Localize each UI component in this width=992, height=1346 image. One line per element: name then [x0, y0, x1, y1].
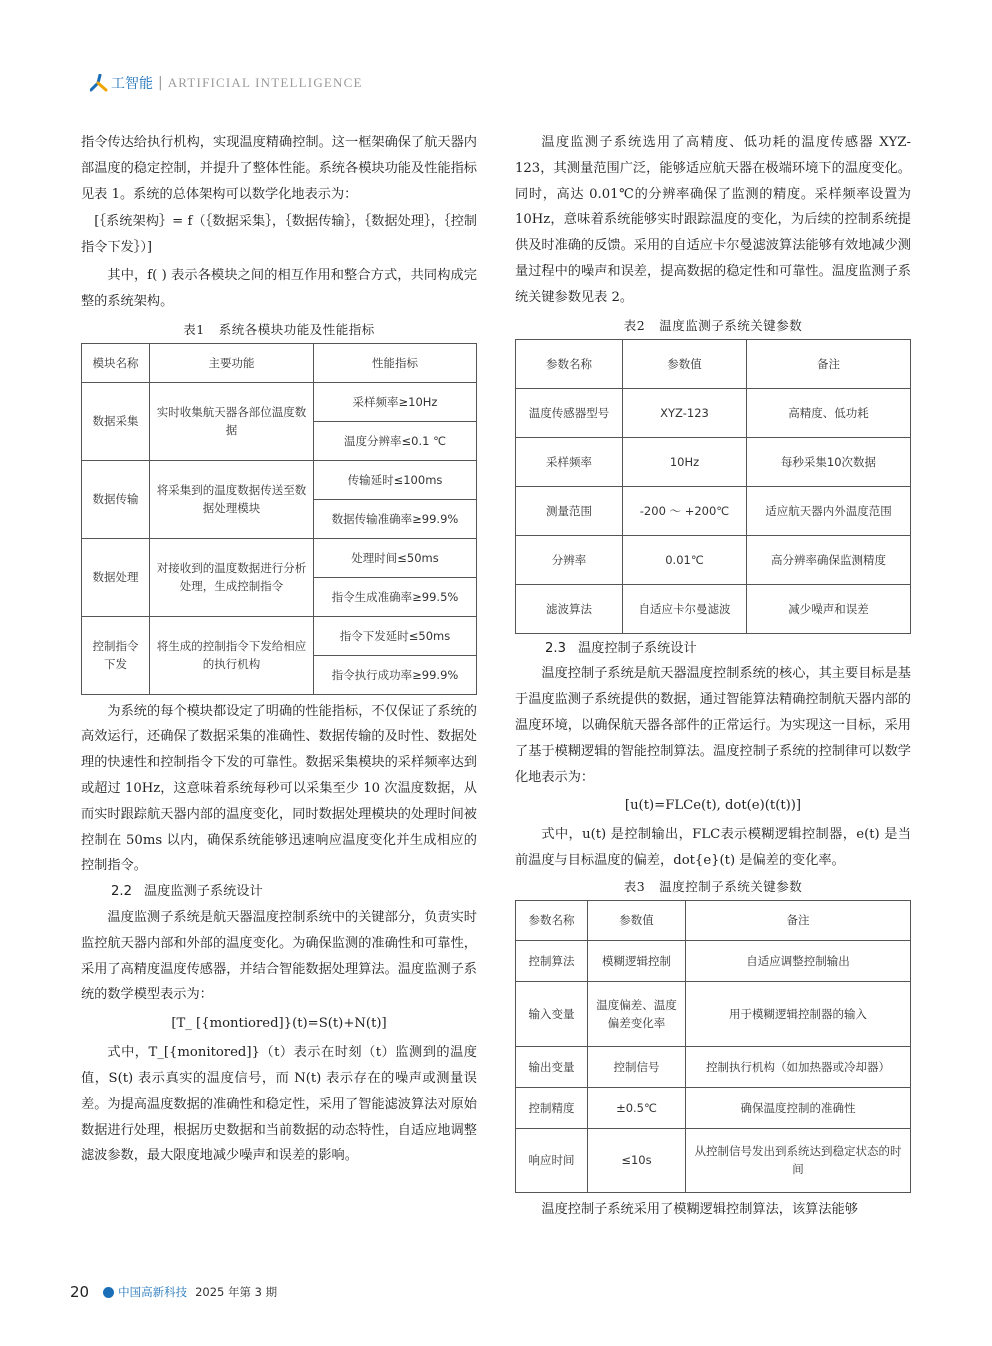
paragraph: 式中，T_[{monitored]}（t）表示在时刻（t）监测到的温度值，S(t) 表示真实的温度信号，而 N(t) 表示存在的噪声或测量误差。为提高温度数据的准确性和稳定性，采用了智能滤波算法对原始数据进行处理，根据历史数据和当前数据的动态特性，自适应地调整滤波参数，最大限度地减少噪声和误差的影响。: [81, 1045, 477, 1164]
paragraph: 温度控制子系统是航天器温度控制系统的核心，其主要目标是基于温度监测子系统提供的数据，通过智能算法精确控制航天器内部的温度环境，以确保航天器各部件的正常运行。为实现这一目标，采用了基于模糊逻辑的智能控制算法。温度控制子系统的控制律可以数学化地表示为：: [515, 666, 911, 785]
right-column: [515, 130, 911, 1223]
table-header-cell: 参数名称: [516, 339, 623, 388]
table-cell: 实时收集航天器各部位温度数据: [150, 382, 314, 460]
section-heading-2-2: [81, 879, 477, 905]
table-row: [516, 1128, 911, 1192]
table3-control-params: [515, 900, 911, 1193]
table-row: [516, 437, 911, 486]
table-row: [516, 584, 911, 633]
table-header-cell: 主要功能: [150, 343, 314, 382]
table-cell: 将生成的控制指令下发给相应的执行机构: [150, 616, 314, 694]
table-cell: 高精度、低功耗: [747, 388, 911, 437]
formula-architecture: [｛系统架构｝= f（｛数据采集｝，｛数据传输｝，｛数据处理｝，｛控制指令下发｝）]: [81, 214, 477, 256]
table-header-cell: 性能指标: [314, 343, 477, 382]
section-heading-2-3: [515, 636, 911, 662]
table-cell: 传输延时≤100ms: [314, 460, 477, 499]
table-cell: 数据采集: [82, 382, 150, 460]
table-cell: XYZ-123: [623, 388, 747, 437]
table-header-cell: 备注: [686, 900, 911, 940]
table-cell: 数据传输准确率≥99.9%: [314, 499, 477, 538]
table-cell: 从控制信号发出到系统达到稳定状态的时间: [686, 1128, 911, 1192]
table-header-row: [516, 339, 911, 388]
table-cell: 每秒采集10次数据: [747, 437, 911, 486]
paragraph: 指令传达给执行机构，实现温度精确控制。这一框架确保了航天器内部温度的稳定控制，并提升了整体性能。系统各模块功能及性能指标见表 1。系统的总体架构可以数学化地表示为：: [81, 135, 477, 202]
table-header-cell: 模块名称: [82, 343, 150, 382]
table3-caption: [515, 874, 911, 900]
table-header-cell: 备注: [747, 339, 911, 388]
table-row: [516, 1046, 911, 1087]
formula-monitored: [T_ [{montiored]}(t)=S(t)+N(t)]: [171, 1016, 387, 1032]
issue-label: 2025 年第 3 期: [195, 1285, 278, 1299]
table-cell: 0.01℃: [623, 535, 747, 584]
table-cell: 温度传感器型号: [516, 388, 623, 437]
table3-caption-text: 温度控制子系统关键参数: [659, 878, 803, 894]
table-header-row: [82, 343, 477, 382]
table-cell: 响应时间: [516, 1128, 588, 1192]
table-cell: 处理时间≤50ms: [314, 538, 477, 577]
table-cell: 适应航天器内外温度范围: [747, 486, 911, 535]
table-cell: 将采集到的温度数据传送至数据处理模块: [150, 460, 314, 538]
table1-caption-number: 表1: [183, 321, 205, 337]
table-cell: 10Hz: [623, 437, 747, 486]
table-row: [516, 981, 911, 1046]
paragraph: 温度监测子系统是航天器温度控制系统中的关键部分，负责实时监控航天器内部和外部的温度变化。为确保监测的准确性和可靠性，采用了高精度温度传感器，并结合智能数据处理算法。温度监测子系统的数学模型表示为：: [81, 909, 477, 1003]
table-cell: 减少噪声和误差: [747, 584, 911, 633]
table-cell: 指令执行成功率≥99.9%: [314, 655, 477, 694]
section-number: 2.3: [545, 640, 566, 656]
page-number: 20: [70, 1283, 90, 1301]
table-cell: 滤波算法: [516, 584, 623, 633]
section-number: 2.2: [111, 884, 132, 900]
table-cell: 温度偏差、温度偏差变化率: [588, 981, 686, 1046]
table-cell: 控制指令下发: [82, 616, 150, 694]
table2-caption: [515, 313, 911, 339]
table-cell: 对接收到的温度数据进行分析处理，生成控制指令: [150, 538, 314, 616]
table-cell: 指令生成准确率≥99.5%: [314, 577, 477, 616]
table-header-cell: 参数名称: [516, 900, 588, 940]
table-row: [516, 535, 911, 584]
table-cell: 用于模糊逻辑控制器的输入: [686, 981, 911, 1046]
section-title-zh: 工智能: [111, 76, 153, 92]
table3-caption-number: 表3: [623, 878, 646, 894]
header-divider: |: [158, 75, 163, 91]
table-row: [516, 1087, 911, 1128]
table-cell: 指令下发延时≤50ms: [314, 616, 477, 655]
journal-logo-icon: [103, 1287, 114, 1298]
section-title: 温度控制子系统设计: [577, 640, 697, 656]
section-title-en: ARTIFICIAL INTELLIGENCE: [167, 75, 363, 90]
table-cell: 采样频率: [516, 437, 623, 486]
table-cell: 模糊逻辑控制: [588, 940, 686, 981]
table-cell: 采样频率≥10Hz: [314, 382, 477, 421]
table-cell: 控制信号: [588, 1046, 686, 1087]
paragraph: 温度控制子系统采用了模糊逻辑控制算法，该算法能够: [541, 1201, 858, 1217]
paragraph: 温度监测子系统选用了高精度、低功耗的温度传感器 XYZ-123，其测量范围广泛，能够适应航天器在极端环境下的温度变化。同时，高达 0.01℃的分辨率确保了监测的精度。采样频率设置为 10Hz，意味着系统能够实时跟踪温度的变化，为后续的控制系统提供及时准确的反馈。采用的自适应卡尔曼滤波算法能够有效地减少测量过程中的噪声和误差，提高数据的稳定性和可靠性。温度监测子系统关键参数见表 2。: [515, 135, 911, 305]
table-cell: 控制精度: [516, 1087, 588, 1128]
paragraph: 式中，u(t) 是控制输出，FLC表示模糊逻辑控制器，e(t) 是当前温度与目标温度的偏差，dot{e}(t) 是偏差的变化率。: [515, 827, 911, 869]
table-cell: 自适应调整控制输出: [686, 940, 911, 981]
table-cell: 自适应卡尔曼滤波: [623, 584, 747, 633]
table-row: [516, 486, 911, 535]
table-header-row: [516, 900, 911, 940]
table-cell: ±0.5℃: [588, 1087, 686, 1128]
table-cell: 测量范围: [516, 486, 623, 535]
table2-caption-number: 表2: [623, 317, 646, 333]
table2-caption-text: 温度监测子系统关键参数: [659, 317, 803, 333]
table1-module-metrics: [81, 343, 477, 695]
table-cell: -200 ～ +200℃: [623, 486, 747, 535]
table1-caption-text: 系统各模块功能及性能指标: [218, 321, 375, 337]
table-cell: 高分辨率确保监测精度: [747, 535, 911, 584]
table-cell: 输出变量: [516, 1046, 588, 1087]
page-footer: [70, 1281, 277, 1303]
formula-control-law: [u(t)=FLCe(t), dot(e)(t(t))]: [624, 798, 802, 814]
table-cell: ≤10s: [588, 1128, 686, 1192]
table-cell: 数据处理: [82, 538, 150, 616]
paragraph: 其中，f( ) 表示各模块之间的相互作用和整合方式，共同构成完整的系统架构。: [81, 267, 477, 309]
paragraph: 为系统的每个模块都设定了明确的性能指标，不仅保证了系统的高效运行，还确保了数据采集的准确性、数据传输的及时性、数据处理的快速性和控制指令下发的可靠性。数据采集模块的采样频率达到或超过 10Hz，这意味着系统每秒可以采集至少 10 次温度数据，从而实时跟踪航天器内部的温度变化，同时数据处理模块的处理时间被控制在 50ms 以内，确保系统能够迅速响应温度变化并生成相应的控制指令。: [81, 703, 477, 874]
table-cell: 数据传输: [82, 460, 150, 538]
table-cell: 输入变量: [516, 981, 588, 1046]
page-header: [90, 70, 363, 96]
table-header-cell: 参数值: [588, 900, 686, 940]
table1-caption: [81, 317, 477, 343]
table-row: [82, 538, 477, 577]
table-row: [82, 616, 477, 655]
section-title: 温度监测子系统设计: [143, 884, 263, 900]
table-row: [516, 940, 911, 981]
table-cell: 控制执行机构（如加热器或冷却器）: [686, 1046, 911, 1087]
journal-name: 中国高新科技: [118, 1285, 188, 1299]
table-header-cell: 参数值: [623, 339, 747, 388]
table-cell: 温度分辨率≤0.1 ℃: [314, 421, 477, 460]
table-cell: 确保温度控制的准确性: [686, 1087, 911, 1128]
table-row: [82, 460, 477, 499]
ai-person-icon: [90, 74, 108, 92]
left-column: [81, 130, 477, 1169]
table-row: [516, 388, 911, 437]
table-row: [82, 382, 477, 421]
table-cell: 分辨率: [516, 535, 623, 584]
table2-monitoring-params: [515, 339, 911, 634]
table-cell: 控制算法: [516, 940, 588, 981]
